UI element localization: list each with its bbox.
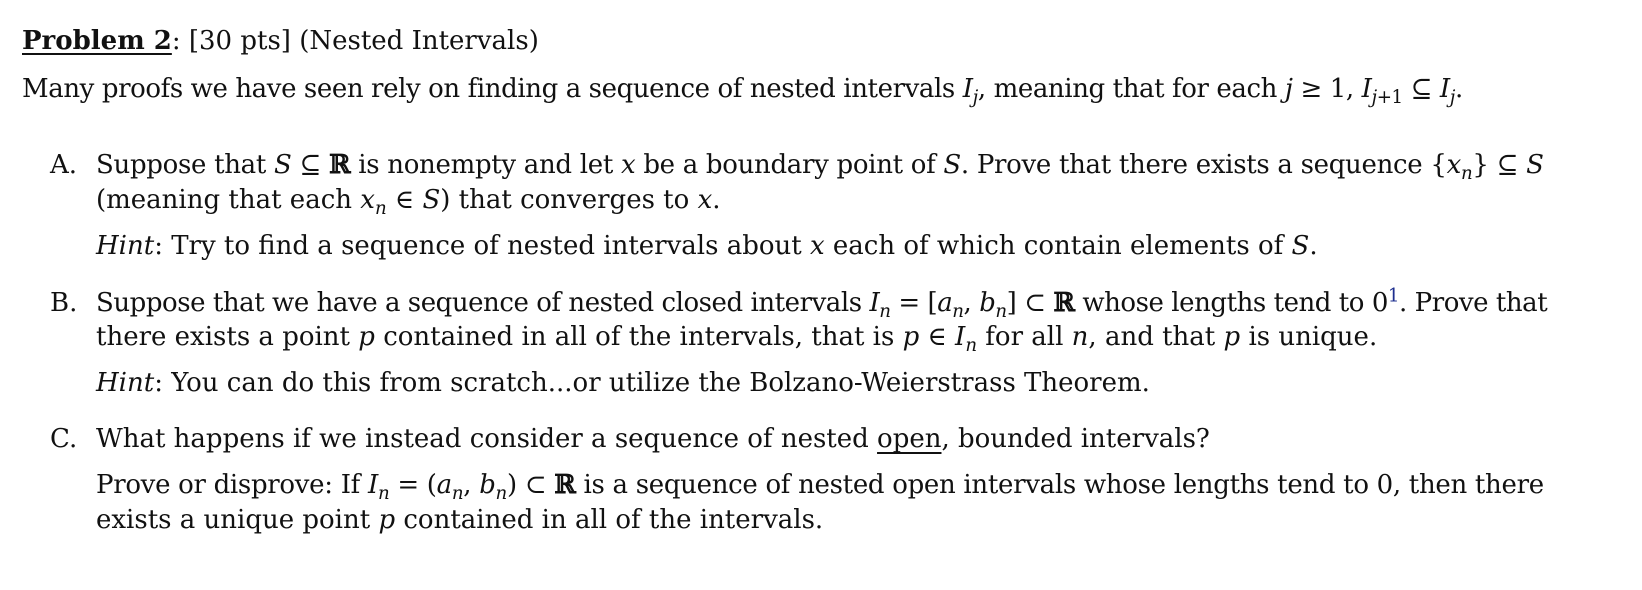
part-c-statement-cont: exists a unique point p contained in all of the intervals. — [96, 505, 824, 535]
part-a-hint: Hint: Try to find a sequence of nested intervals about x each of which contain elements of S. — [96, 231, 1318, 261]
problem-label: Problem 2 — [22, 26, 172, 56]
part-a-statement-cont: (meaning that each $x_n$ ∈ S) that converges to x. — [96, 185, 721, 220]
part-a-statement: Suppose that S ⊆ ℝ is nonempty and let x be a boundary point of S. Prove that there exists a sequence $\{x_n\}$ ⊆ S — [96, 150, 1544, 185]
problem-points: [30 pts] — [188, 26, 291, 56]
part-c-marker: C. — [50, 424, 78, 454]
intro-ge1: ≥ 1, — [1300, 74, 1354, 104]
part-c-statement: Prove or disprove: If $I_n = (a_n$, $b_n$) ⊂ ℝ is a sequence of nested open intervals whose lengths tend to 0, then there — [96, 470, 1544, 505]
part-c-question: What happens if we instead consider a sequence of nested open, bounded intervals? — [96, 424, 1210, 454]
part-b-statement-cont: there exists a point p contained in all of the intervals, that is p ∈ $I_n$ for all n, and that p is unique. — [96, 322, 1378, 357]
footnote-marker[interactable]: 1 — [1387, 285, 1400, 307]
hint-label: Hint — [96, 368, 155, 398]
part-b-statement: Suppose that we have a sequence of nested closed intervals $I_n = [a_n$, $b_n$] ⊂ ℝ whose lengths tend to 0$^1$. Prove that — [96, 285, 1548, 323]
open-underlined: open — [877, 424, 942, 454]
intro-meaning: , meaning that for each — [977, 74, 1278, 104]
part-b-hint: Hint: You can do this from scratch...or utilize the Bolzano-Weierstrass Theorem. — [96, 368, 1150, 398]
part-b-marker: B. — [50, 288, 78, 318]
intro-text: Many proofs we have seen rely on finding a sequence of nested intervals — [22, 74, 955, 104]
intro-paragraph: Many proofs we have seen rely on finding a sequence of nested intervals $I_j$, meaning that for each j ≥ 1, $I_{j+1}$ ⊆ $I_j$. — [22, 74, 1463, 109]
hint-label: Hint — [96, 231, 155, 261]
problem-title: Problem 2: [30 pts] (Nested Intervals) — [22, 26, 539, 56]
problem-topic: (Nested Intervals) — [299, 26, 539, 56]
part-a-marker: A. — [50, 150, 78, 180]
